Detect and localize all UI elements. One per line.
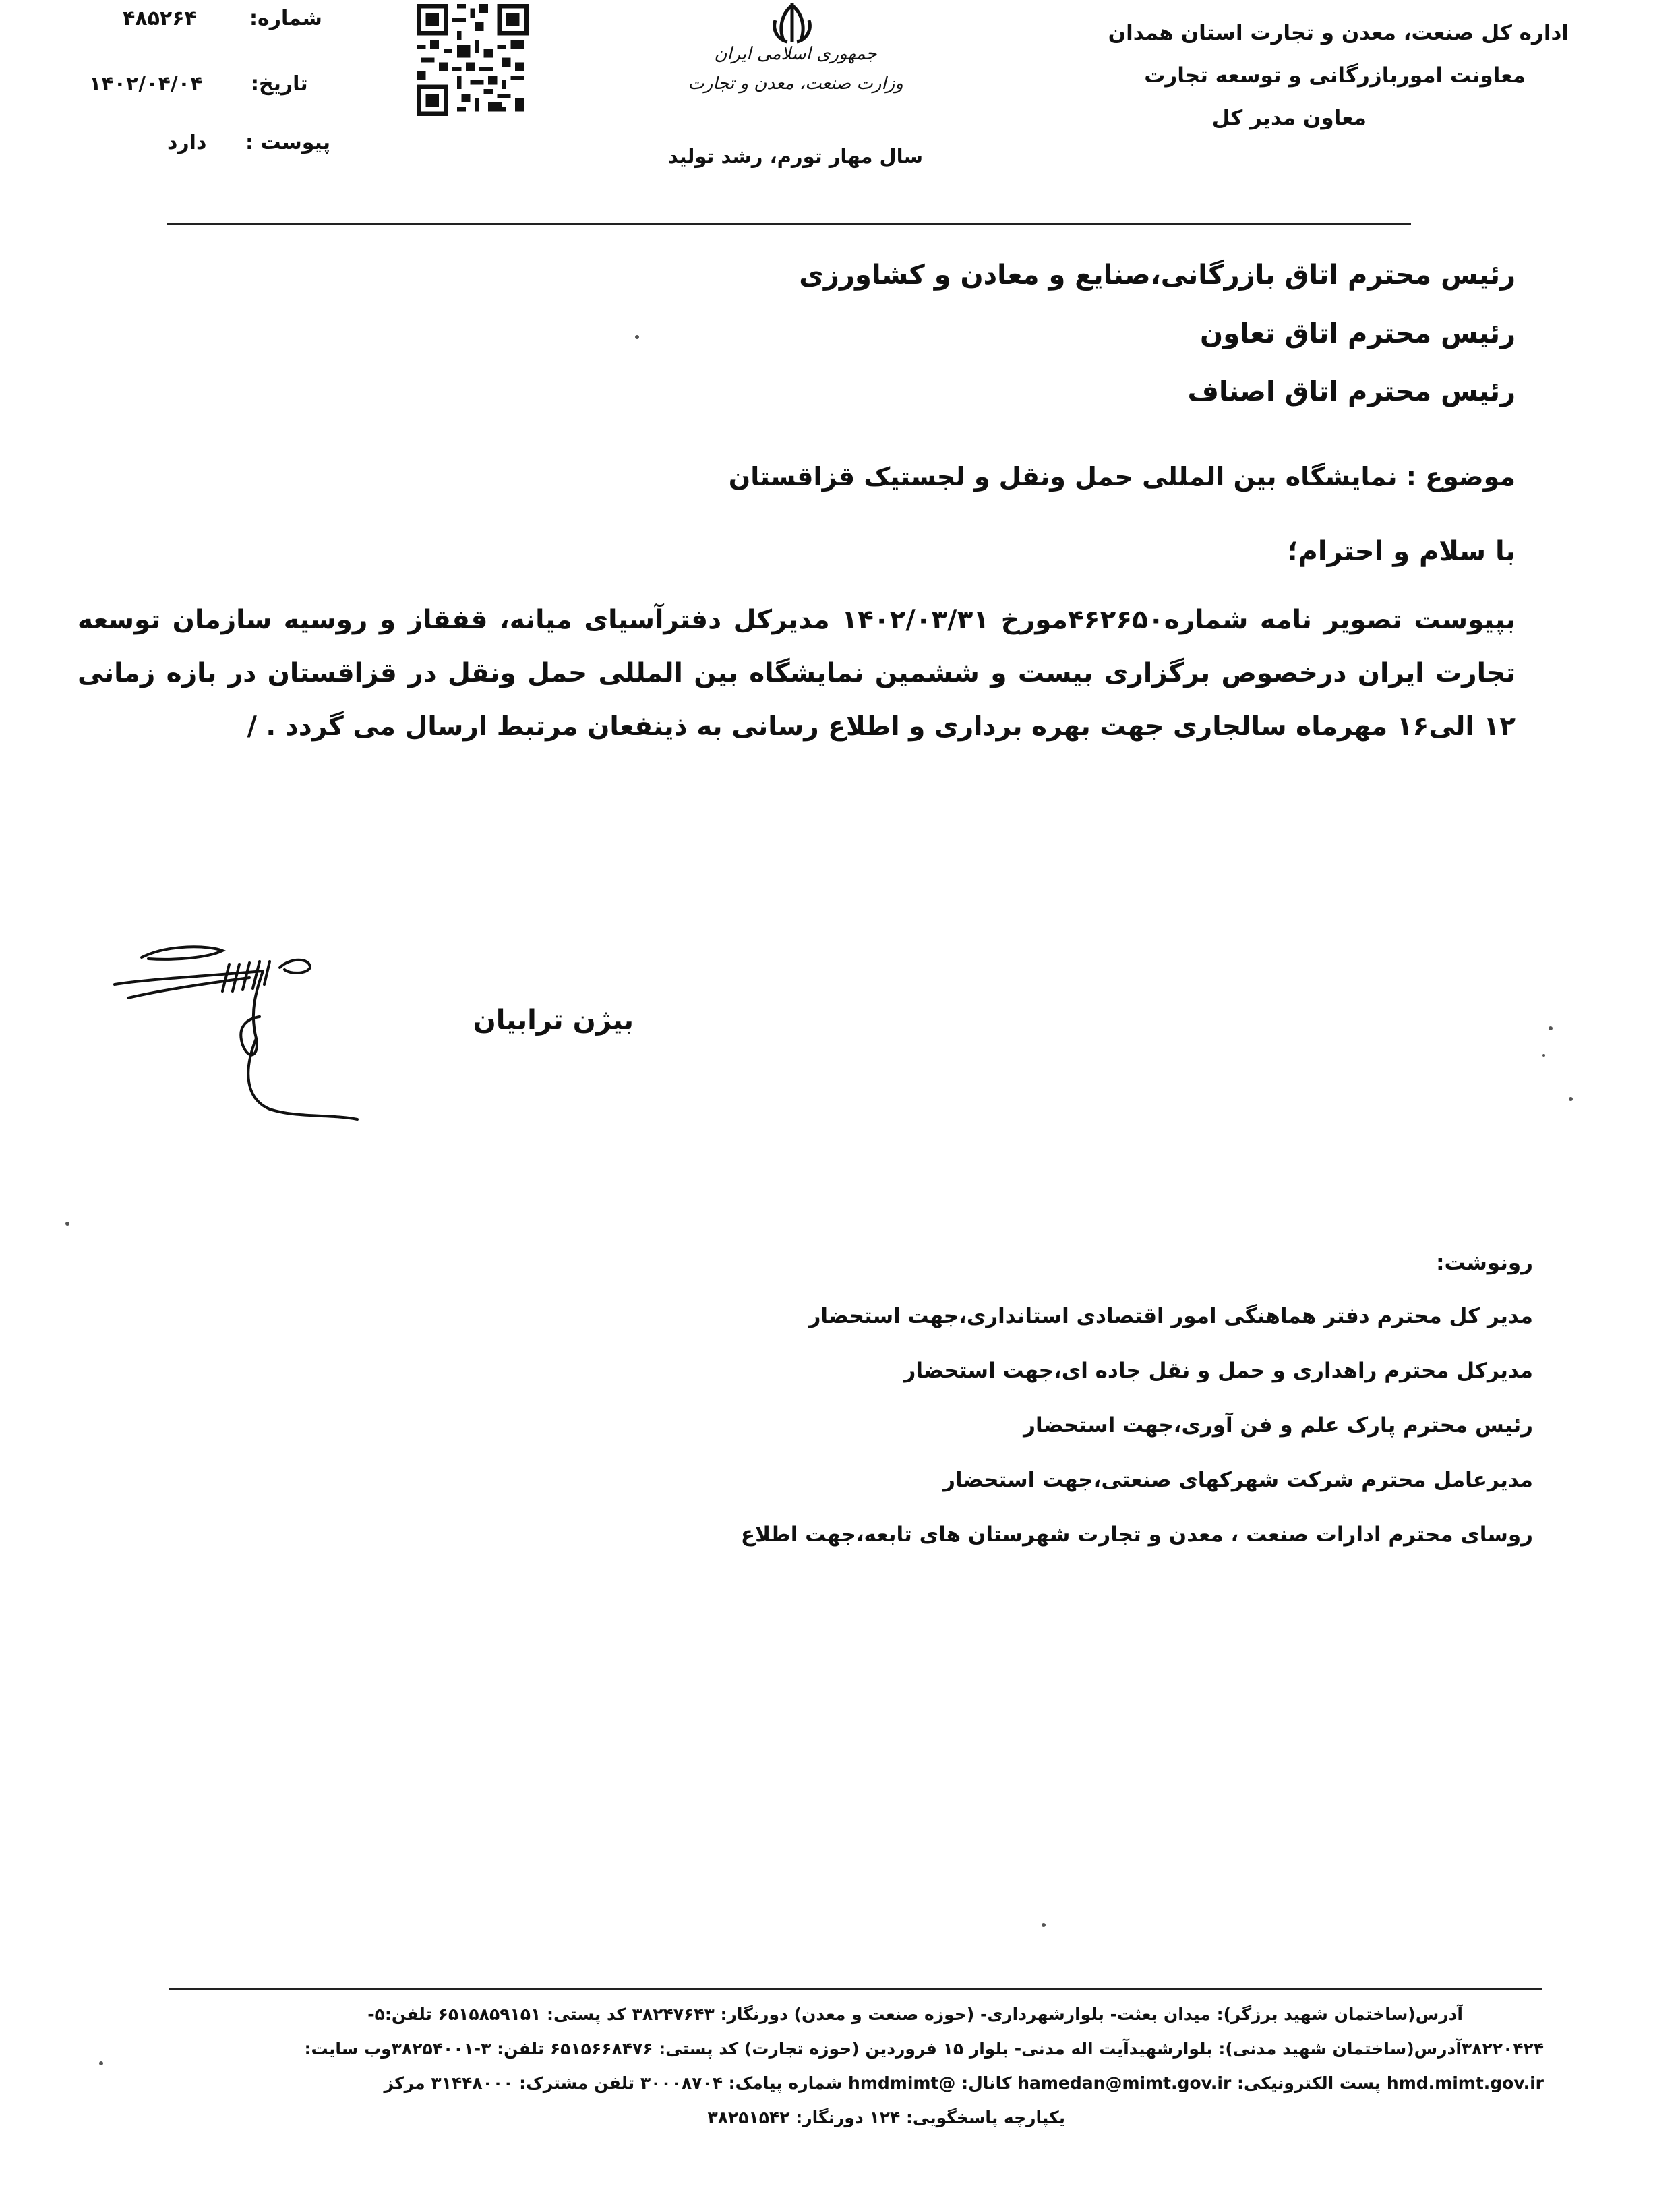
letter-meta [81,7,337,169]
cc-item: رئیس محترم پارک علم و فن آوری،جهت استحضار [1023,1413,1533,1438]
addressee-3: رئیس محترم اتاق اصناف [1187,376,1516,407]
cc-item: مدیرعامل محترم شرکت شهرکهای صنعتی،جهت استحضار [943,1468,1533,1492]
cc-item: روسای محترم ادارات صنعت ، معدن و تجارت شهرستان های تابعه،جهت اطلاع [740,1522,1533,1547]
cc-item: مدیرکل محترم راهداری و حمل و نقل جاده ای،جهت استحضار [903,1359,1533,1383]
signer-name: بیژن ترابیان [473,1005,634,1036]
org-line-2: معاونت اموربازرگانی و توسعه تجارت [1144,63,1526,88]
header-divider [167,223,1411,225]
footer-divider [169,1988,1542,1990]
year-slogan: سال مهار تورم، رشد تولید [667,145,924,168]
letter-body: بپیوست تصویر نامه شماره۴۶۲۶۵۰مورخ ۱۴۰۲/۰۳/۳۱ مدیرکل دفترآسیای میانه، قفقاز و روسیه سازمان توسعه تجارت ایران درخصوص برگزاری بیست و ششمین نمایشگاه بین المللی حمل ونقل در قزاقستان در بازه زمانی ۱۲ الی۱۶ مهرماه سالجاری جهت بهره برداری و اطلاع رسانی به ذینفعان مرتبط ارسال می گردد . / [78,605,1516,742]
letter-date: ۱۴۰۲/۰۴/۰۴ [89,72,203,96]
footer-line-4: یکپارچه پاسخگویی: ۱۲۴ دورنگار: ۳۸۲۵۱۵۴۲ [707,2108,1065,2127]
cc-list [657,1289,1533,1562]
ministry-name [647,39,944,98]
letter-date-label: تاریخ: [251,72,308,96]
addressee-2: رئیس محترم اتاق تعاون [1200,318,1516,349]
footer-line-3: hmd.mimt.gov.ir پست الکترونیکی: hamedan@mimt.gov.ir کانال: @hmdmimt شماره پیامک: ۳۰۰۰۸۷۰۴ تلفن مشترک: ۳۱۴۴۸۰۰۰ مرکز [384,2073,1544,2093]
org-line-3: معاون مدیر کل [1211,106,1367,130]
cc-item: مدیر کل محترم دفتر هماهنگی امور اقتصادی استانداری،جهت استحضار [808,1304,1533,1328]
footer-contact [88,1997,1544,2135]
emblem-line-1: جمهوری اسلامی ایران [714,44,877,64]
emblem-line-2: وزارت صنعت، معدن و تجارت [688,73,903,94]
qr-code [417,4,529,116]
greeting: با سلام و احترام؛ [1287,536,1516,567]
signature-icon [108,937,364,1140]
org-line-1: اداره کل صنعت، معدن و تجارت استان همدان [1108,21,1569,45]
cc-title: رونوشت: [1436,1251,1533,1275]
addressee-1: رئیس محترم اتاق بازرگانی،صنایع و معادن و کشاورزی [799,260,1516,291]
letter-subject: موضوع : نمایشگاه بین المللی حمل ونقل و لجستیک قزاقستان [728,462,1516,492]
footer-line-1: آدرس(ساختمان شهید برزگر): میدان بعثت- بلوارشهرداری- (حوزه صنعت و معدن) دورنگار: ۳۸۲۴۷۶۴۳ کد پستی: ۶۵۱۵۸۵۹۱۵۱ تلفن:۵- [367,2005,1463,2024]
attachment-value: دارد [167,131,207,154]
letter-number-label: شماره: [249,7,322,30]
attachment-label: پیوست : [245,131,331,154]
organization-header [1016,12,1569,140]
footer-line-2: ۳۸۲۲۰۴۲۴آدرس(ساختمان شهید مدنی): بلوارشهیدآیت اله مدنی- بلوار ۱۵ فروردین (حوزه تجارت) کد پستی: ۶۵۱۵۶۶۸۴۷۶ تلفن: ۳-۳۸۲۵۴۰۰۱وب سایت: [304,2039,1544,2059]
letter-number: ۴۸۵۲۶۴ [123,7,197,30]
